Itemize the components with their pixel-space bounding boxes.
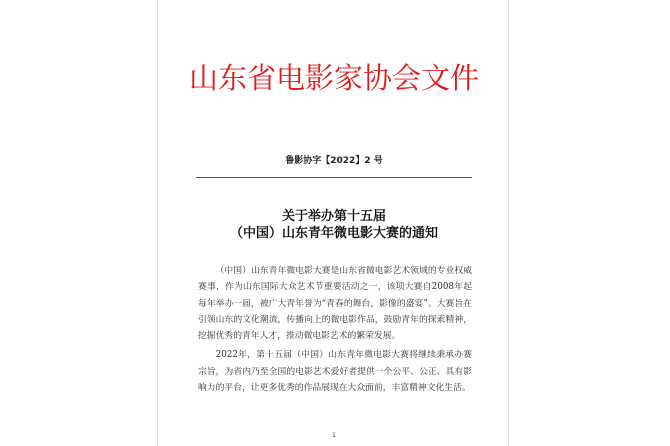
page-number: 1 (332, 432, 336, 439)
notice-title (158, 208, 510, 242)
notice-title-line-1: 关于举办第十五届 (281, 209, 386, 224)
body-paragraph-2: 2022年，第十五届（中国）山东青年微电影大赛将继续秉承办赛宗旨，为省内乃至全国的电影艺术爱好者提供一个公平、公正、具有影响力的平台，让更多优秀的作品展现在大众面前，丰富精神文化生活。 (198, 350, 472, 394)
red-divider-line (196, 177, 472, 178)
body-text (198, 263, 472, 399)
notice-title-line-2: （中国）山东青年微电影大赛的通知 (229, 226, 438, 241)
document-page (157, 0, 509, 446)
body-paragraph-1: （中国）山东青年微电影大赛是山东省微电影艺术领域的专业权威赛事，作为山东国际大众艺术节重要活动之一，该项大赛自2008年起每年举办一届，被广大青年誉为“青春的舞台，影像的盛宴”。大赛旨在引领山东的文化潮流，传播向上的微电影作品，鼓励青年的探索精神，挖掘优秀的青年人才，推动微电影艺术的繁荣发展。 (198, 266, 472, 342)
red-header-title: 山东省电影家协会文件 (188, 61, 479, 95)
document-number: 鲁影协字【2022】2 号 (285, 156, 383, 166)
